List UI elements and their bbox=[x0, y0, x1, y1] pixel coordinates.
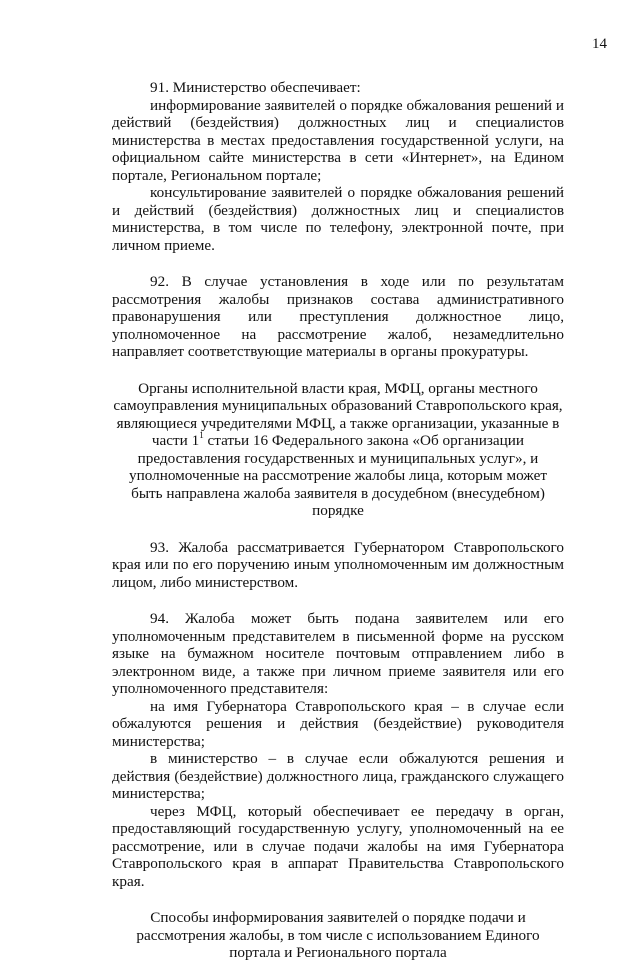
heading-authorities-part-b: статьи 16 Федерального закона «Об организации предоставления государственных и муниципальных услуг», и уполномоченные на рассмотрение жалобы лица, которым может быть направлена жалоба заявителя в досудебном (внесудебном) bbox=[129, 432, 547, 502]
paragraph-91-intro: 91. Министерство обеспечивает: bbox=[150, 79, 361, 96]
document-body bbox=[112, 79, 564, 962]
paragraph-94-intro: 94. Жалоба может быть подана заявителем или его уполномоченным представителем в письменной форме на русском языке на бумажном носителе почтовым отправлением либо в электронном виде, а также при личном приеме заявителя или его уполномоченного представителя: bbox=[112, 610, 564, 697]
section-heading-informing-methods: Способы информирования заявителей о порядке подачи и рассмотрения жалобы, в том числе с использованием Единого портала и Регионального портала bbox=[136, 909, 540, 961]
paragraph-94-ministry: в министерство – в случае если обжалуются решения и действия (бездействие) должностного лица, гражданского служащего министерства; bbox=[112, 750, 564, 802]
paragraph-94-mfc: через МФЦ, который обеспечивает ее передачу в орган, предоставляющий государственную услугу, уполномоченный на ее рассмотрение, или в случае подачи жалобы на имя Губернатора Ставропольского края в аппарат Правительства Ставропольского края. bbox=[112, 802, 564, 890]
paragraph-91-consulting: консультирование заявителей о порядке обжалования решений и действий (бездействия) должностных лиц и специалистов министерства, в том числе по телефону, электронной почте, при личном приеме. bbox=[112, 184, 564, 254]
heading-authorities-superscript: 1 bbox=[199, 429, 204, 440]
heading-authorities-part-a: Органы исполнительной власти края, МФЦ, органы местного самоуправления муниципальных образований Ставропольского края, являющиеся учредителями МФЦ, а также организации, указанные в части 1 bbox=[113, 379, 563, 449]
paragraph-93: 93. Жалоба рассматривается Губернатором Ставропольского края или по его поручению иным уполномоченным им должностным лицом, либо министерством. bbox=[112, 538, 564, 591]
paragraph-92: 92. В случае установления в ходе или по результатам рассмотрения жалобы признаков состава административного правонарушения или преступления должностное лицо, уполномоченное на рассмотрение жалоб, незамедлительно направляет соответствующие материалы в органы прокуратуры. bbox=[112, 273, 564, 360]
paragraph-91-informing: информирование заявителей о порядке обжалования решений и действий (бездействия) должностных лиц и специалистов министерства в местах предоставления государственной услуги, на официальном сайте министерства в сети «Интернет», на Едином портале, Региональном портале; bbox=[112, 96, 564, 184]
page-number: 14 bbox=[592, 36, 607, 52]
heading-authorities-last-line: порядке bbox=[312, 502, 364, 519]
section-heading-authorities bbox=[112, 380, 564, 520]
paragraph-94-governor: на имя Губернатора Ставропольского края – в случае если обжалуются решения и действия (бездействие) руководителя министерства; bbox=[112, 697, 564, 750]
